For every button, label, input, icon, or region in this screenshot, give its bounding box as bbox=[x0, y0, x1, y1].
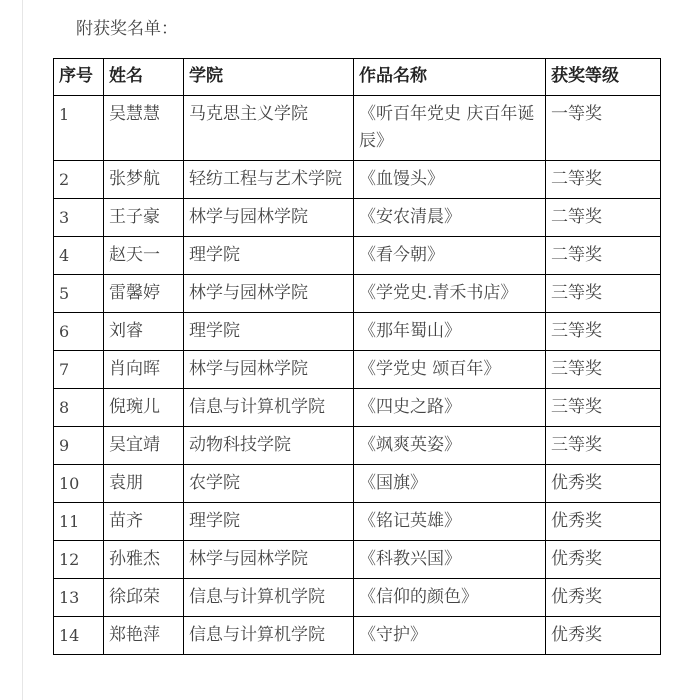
cell-college: 轻纺工程与艺术学院 bbox=[184, 161, 354, 199]
cell-college: 信息与计算机学院 bbox=[184, 617, 354, 655]
cell-name: 倪琬儿 bbox=[104, 389, 184, 427]
cell-name: 苗齐 bbox=[104, 503, 184, 541]
cell-serial: 11 bbox=[54, 503, 104, 541]
cell-college: 林学与园林学院 bbox=[184, 541, 354, 579]
cell-college: 动物科技学院 bbox=[184, 427, 354, 465]
header-serial: 序号 bbox=[54, 59, 104, 96]
cell-name: 孙雅杰 bbox=[104, 541, 184, 579]
cell-college: 马克思主义学院 bbox=[184, 96, 354, 161]
header-name: 姓名 bbox=[104, 59, 184, 96]
table-row bbox=[54, 465, 661, 503]
cell-work-title: 《四史之路》 bbox=[354, 389, 546, 427]
cell-work-title: 《飒爽英姿》 bbox=[354, 427, 546, 465]
table-row bbox=[54, 275, 661, 313]
cell-college: 信息与计算机学院 bbox=[184, 389, 354, 427]
header-college: 学院 bbox=[184, 59, 354, 96]
cell-college: 信息与计算机学院 bbox=[184, 579, 354, 617]
cell-serial: 13 bbox=[54, 579, 104, 617]
cell-college: 理学院 bbox=[184, 503, 354, 541]
table-row bbox=[54, 427, 661, 465]
cell-name: 雷馨婷 bbox=[104, 275, 184, 313]
cell-award-level: 三等奖 bbox=[546, 427, 661, 465]
table-body bbox=[54, 96, 661, 655]
cell-work-title: 《国旗》 bbox=[354, 465, 546, 503]
table-row bbox=[54, 541, 661, 579]
cell-award-level: 二等奖 bbox=[546, 199, 661, 237]
cell-work-title: 《铭记英雄》 bbox=[354, 503, 546, 541]
cell-work-title: 《科教兴国》 bbox=[354, 541, 546, 579]
cell-work-title: 《信仰的颜色》 bbox=[354, 579, 546, 617]
cell-name: 王子豪 bbox=[104, 199, 184, 237]
table-row bbox=[54, 579, 661, 617]
cell-serial: 6 bbox=[54, 313, 104, 351]
cell-college: 林学与园林学院 bbox=[184, 275, 354, 313]
cell-college: 林学与园林学院 bbox=[184, 351, 354, 389]
page-left-border bbox=[22, 0, 23, 700]
cell-work-title: 《那年蜀山》 bbox=[354, 313, 546, 351]
cell-award-level: 一等奖 bbox=[546, 96, 661, 161]
cell-serial: 10 bbox=[54, 465, 104, 503]
cell-award-level: 三等奖 bbox=[546, 313, 661, 351]
header-award-level: 获奖等级 bbox=[546, 59, 661, 96]
cell-work-title: 《安农清晨》 bbox=[354, 199, 546, 237]
cell-award-level: 三等奖 bbox=[546, 275, 661, 313]
cell-serial: 5 bbox=[54, 275, 104, 313]
cell-college: 理学院 bbox=[184, 237, 354, 275]
cell-award-level: 优秀奖 bbox=[546, 541, 661, 579]
cell-college: 农学院 bbox=[184, 465, 354, 503]
table-row bbox=[54, 237, 661, 275]
header-work-title: 作品名称 bbox=[354, 59, 546, 96]
cell-name: 吴宜靖 bbox=[104, 427, 184, 465]
cell-name: 赵天一 bbox=[104, 237, 184, 275]
table-row bbox=[54, 313, 661, 351]
cell-serial: 12 bbox=[54, 541, 104, 579]
cell-name: 肖向晖 bbox=[104, 351, 184, 389]
table-header-row bbox=[54, 59, 661, 96]
table-row bbox=[54, 161, 661, 199]
cell-serial: 8 bbox=[54, 389, 104, 427]
table-row bbox=[54, 351, 661, 389]
cell-name: 袁朋 bbox=[104, 465, 184, 503]
cell-name: 吴慧慧 bbox=[104, 96, 184, 161]
cell-work-title: 《看今朝》 bbox=[354, 237, 546, 275]
table-row bbox=[54, 96, 661, 161]
table-row bbox=[54, 617, 661, 655]
cell-name: 刘睿 bbox=[104, 313, 184, 351]
cell-award-level: 三等奖 bbox=[546, 351, 661, 389]
cell-serial: 7 bbox=[54, 351, 104, 389]
cell-award-level: 优秀奖 bbox=[546, 465, 661, 503]
cell-award-level: 优秀奖 bbox=[546, 617, 661, 655]
cell-award-level: 三等奖 bbox=[546, 389, 661, 427]
cell-work-title: 《学党史 颂百年》 bbox=[354, 351, 546, 389]
cell-work-title: 《守护》 bbox=[354, 617, 546, 655]
cell-serial: 14 bbox=[54, 617, 104, 655]
cell-award-level: 二等奖 bbox=[546, 161, 661, 199]
award-list-caption: 附获奖名单： bbox=[76, 19, 178, 39]
cell-name: 张梦航 bbox=[104, 161, 184, 199]
cell-serial: 9 bbox=[54, 427, 104, 465]
award-table bbox=[53, 58, 661, 655]
cell-award-level: 二等奖 bbox=[546, 237, 661, 275]
cell-award-level: 优秀奖 bbox=[546, 579, 661, 617]
cell-serial: 4 bbox=[54, 237, 104, 275]
cell-serial: 1 bbox=[54, 96, 104, 161]
cell-name: 徐邱荣 bbox=[104, 579, 184, 617]
cell-serial: 3 bbox=[54, 199, 104, 237]
table-row bbox=[54, 199, 661, 237]
table-row bbox=[54, 503, 661, 541]
cell-college: 林学与园林学院 bbox=[184, 199, 354, 237]
cell-name: 郑艳萍 bbox=[104, 617, 184, 655]
cell-college: 理学院 bbox=[184, 313, 354, 351]
table-row bbox=[54, 389, 661, 427]
cell-work-title: 《血馒头》 bbox=[354, 161, 546, 199]
cell-work-title: 《学党史.青禾书店》 bbox=[354, 275, 546, 313]
cell-award-level: 优秀奖 bbox=[546, 503, 661, 541]
cell-work-title: 《听百年党史 庆百年诞辰》 bbox=[354, 96, 546, 161]
cell-serial: 2 bbox=[54, 161, 104, 199]
